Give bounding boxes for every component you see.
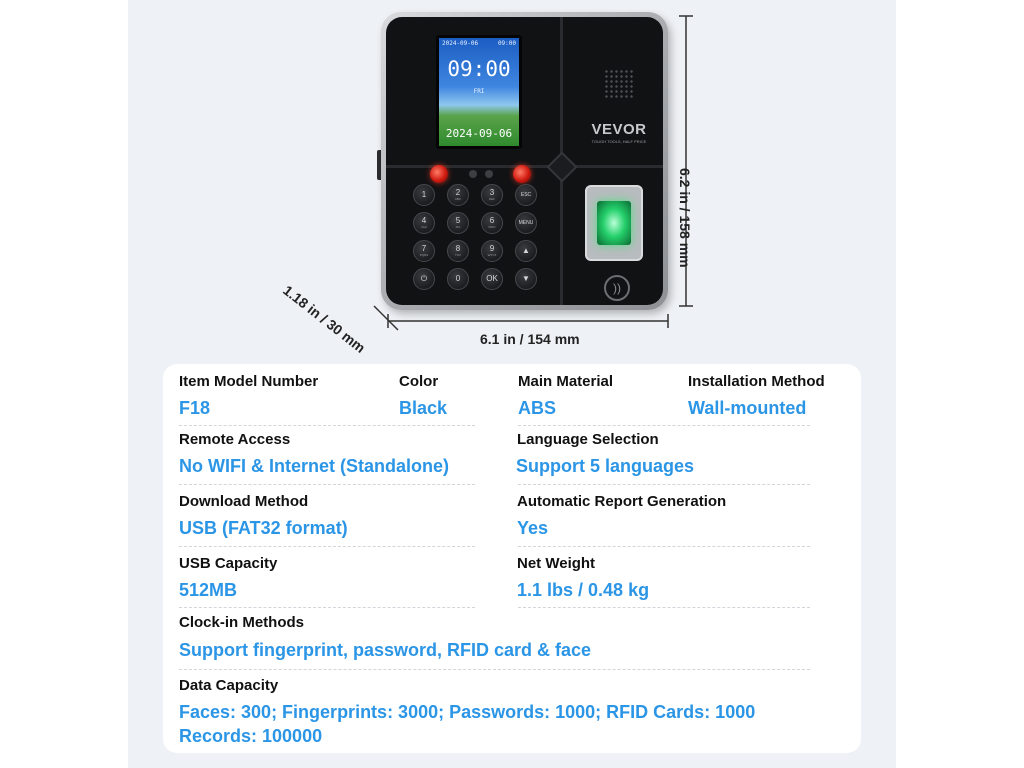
led-right-icon	[513, 165, 531, 183]
material-label: Main Material	[518, 373, 614, 390]
keypad-key-label: MENU	[518, 220, 534, 226]
remote-value: No WIFI & Internet (Standalone)	[179, 456, 449, 476]
keypad-key-sublabel: GHI	[421, 225, 427, 229]
keypad-key-label: OK	[486, 274, 498, 283]
material-value: ABS	[518, 398, 557, 418]
report-label: Automatic Report Generation	[517, 493, 727, 510]
keypad-key	[515, 240, 537, 262]
separator	[179, 546, 475, 547]
fingerprint-sensor-icon	[597, 201, 631, 245]
model-label: Item Model Number	[179, 373, 319, 390]
screen-date-small: 2024-09-06	[442, 40, 479, 47]
weight-label: Net Weight	[517, 555, 596, 572]
keypad-key-label: 6	[489, 216, 495, 225]
separator	[518, 484, 810, 485]
language-value: Support 5 languages	[516, 456, 695, 476]
usb-label: USB Capacity	[179, 555, 278, 572]
screen-time-small: 09:00	[497, 40, 516, 47]
keypad-key	[413, 268, 435, 290]
screen-day: FRI	[473, 88, 485, 95]
keypad-key-label: 9	[489, 244, 495, 253]
led-left-icon	[430, 165, 448, 183]
brand-tagline: TOUGH TOOLS, HALF PRICE	[591, 139, 647, 144]
usb-value: 512MB	[179, 580, 238, 600]
keypad-key-sublabel: MNO	[488, 225, 496, 229]
keypad-key-label: 5	[455, 216, 461, 225]
separator	[518, 607, 810, 608]
depth-label: 1.18 in / 30 mm	[280, 282, 369, 356]
keypad-key	[447, 268, 469, 290]
keypad-key	[515, 212, 537, 234]
keypad-key-label: ▼	[522, 274, 530, 283]
separator	[179, 484, 475, 485]
color-value: Black	[399, 398, 448, 418]
keypad-key	[447, 240, 469, 262]
separator	[179, 669, 810, 670]
remote-label: Remote Access	[179, 431, 291, 448]
keypad-key-sublabel: WXYZ	[487, 253, 497, 257]
data-capacity-value-line2: Records: 100000	[179, 726, 323, 746]
keypad-key	[481, 268, 503, 290]
fingerprint-sensor-frame	[585, 185, 643, 261]
keypad-key-label: ▲	[522, 246, 530, 255]
weight-value: 1.1 lbs / 0.48 kg	[517, 580, 650, 600]
clockin-label: Clock-in Methods	[179, 614, 305, 631]
keypad-key-sublabel: JKL	[455, 225, 461, 229]
keypad-key-label: ⏻	[420, 274, 428, 283]
clockin-value: Support fingerprint, password, RFID card & face	[179, 640, 592, 660]
language-label: Language Selection	[517, 431, 659, 448]
keypad-key-label: 7	[421, 244, 427, 253]
keypad-key-label: 2	[455, 188, 461, 197]
keypad-key-label: 0	[455, 274, 461, 283]
data-capacity-label: Data Capacity	[179, 677, 279, 694]
install-value: Wall-mounted	[688, 398, 807, 418]
keypad-key	[447, 184, 469, 206]
keypad-key-label: 8	[455, 244, 461, 253]
keypad-key	[413, 240, 435, 262]
indicator-dot	[485, 170, 493, 178]
download-label: Download Method	[179, 493, 309, 510]
keypad-key	[413, 212, 435, 234]
screen-status-bar	[439, 38, 519, 49]
color-label: Color	[399, 373, 439, 390]
keypad-key	[447, 212, 469, 234]
separator	[179, 607, 475, 608]
keypad-key-sublabel: PQRS	[419, 253, 429, 257]
keypad-key	[515, 184, 537, 206]
keypad-key-label: 1	[421, 190, 427, 199]
indicator-dot	[469, 170, 477, 178]
keypad-key-sublabel: ABC	[454, 197, 462, 201]
keypad-key	[413, 184, 435, 206]
separator	[518, 546, 810, 547]
screen-date: 2024-09-06	[445, 127, 513, 140]
brand-logo: VEVOR	[591, 121, 647, 138]
width-label: 6.1 in / 154 mm	[480, 331, 580, 347]
keypad-key	[481, 184, 503, 206]
screen-time: 09:00	[447, 57, 511, 81]
install-label: Installation Method	[688, 373, 825, 390]
spec-card	[163, 364, 861, 753]
keypad-key-label: 3	[489, 188, 495, 197]
height-label: 6.2 in / 158 mm	[677, 168, 693, 268]
keypad-key	[515, 268, 537, 290]
data-capacity-value-line1: Faces: 300; Fingerprints: 3000; Passwords: 1000; RFID Cards: 1000	[179, 702, 756, 722]
keypad-key-sublabel: TUV	[455, 253, 461, 257]
attendance-device	[381, 12, 668, 310]
separator	[179, 425, 475, 426]
divider-notch	[546, 151, 577, 182]
keypad-key-sublabel: DEF	[489, 197, 495, 201]
rfid-icon: ))	[604, 275, 630, 301]
keypad-key-label: ESC	[520, 192, 532, 198]
keypad-key	[481, 240, 503, 262]
device-screen	[436, 35, 522, 149]
separator	[518, 425, 810, 426]
keypad-key	[481, 212, 503, 234]
report-value: Yes	[517, 518, 549, 538]
speaker-grille	[604, 69, 634, 99]
download-value: USB (FAT32 format)	[179, 518, 348, 538]
device-face	[386, 17, 663, 305]
model-value: F18	[179, 398, 211, 418]
keypad-key-label: 4	[421, 216, 427, 225]
